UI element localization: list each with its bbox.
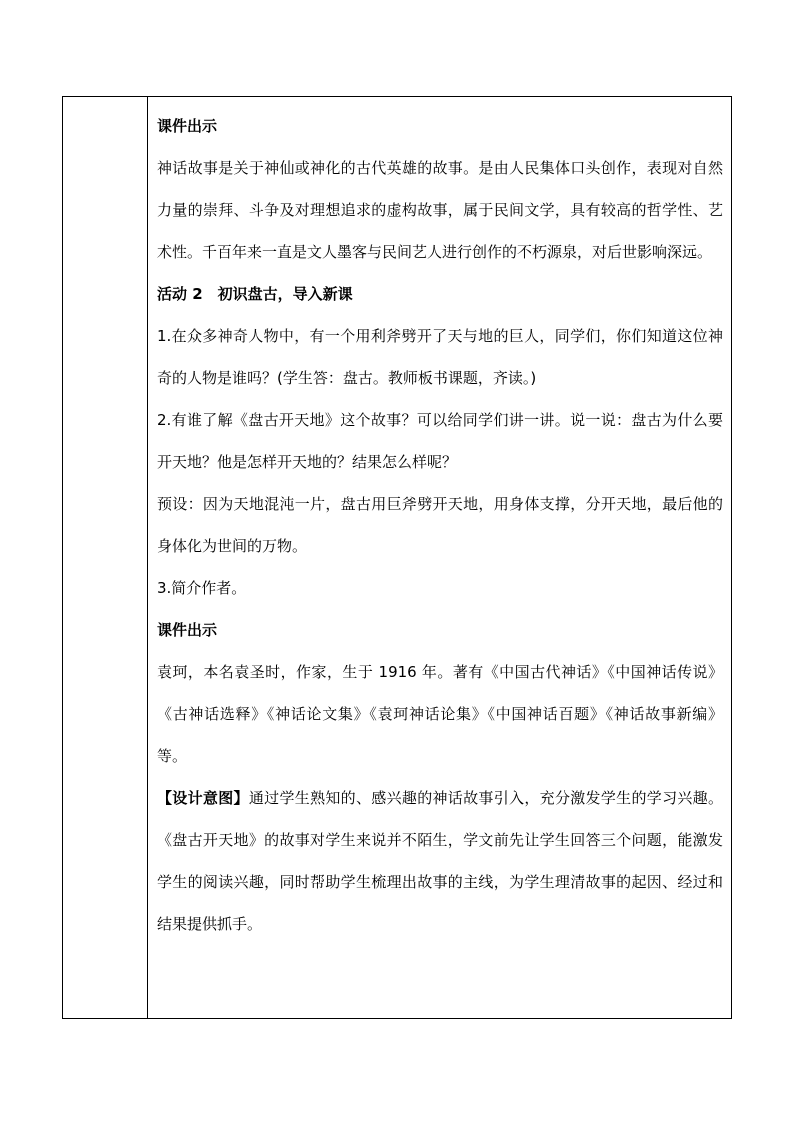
list-item-2: 2.有谁了解《盘古开天地》这个故事？可以给同学们讲一讲。说一说：盘古为什么要开天地？他是怎样开天地的？结果怎么样呢？ (157, 411, 723, 471)
paragraph-preset: 预设：因为天地混沌一片，盘古用巨斧劈开天地，用身体支撑，分开天地，最后他的身体化为世间的万物。 (157, 495, 723, 555)
heading-courseware-2: 课件出示 (157, 621, 218, 639)
list-item-1: 1.在众多神奇人物中，有一个用利斧劈开了天与地的巨人，同学们，你们知道这位神奇的人物是谁吗？(学生答：盘古。教师板书课题，齐读。) (157, 327, 723, 387)
content-cell (148, 97, 731, 1018)
heading-courseware-1: 课件出示 (157, 117, 218, 135)
design-intent-text: 通过学生熟知的、感兴趣的神话故事引入，充分激发学生的学习兴趣。《盘古开天地》的故事对学生来说并不陌生，学文前先让学生回答三个问题，能激发学生的阅读兴趣，同时帮助学生梳理出故事的主线，为学生理清故事的起因、经过和结果提供抓手。 (157, 789, 723, 933)
left-column-cell (63, 97, 148, 1018)
paragraph-myth-definition: 神话故事是关于神仙或神化的古代英雄的故事。是由人民集体口头创作，表现对自然力量的崇拜、斗争及对理想追求的虚构故事，属于民间文学，具有较高的哲学性、艺术性。千百年来一直是文人墨客与民间艺人进行创作的不朽源泉，对后世影响深远。 (157, 159, 723, 261)
paragraph-design-intent (157, 777, 723, 945)
paragraph-author: 袁珂，本名袁圣时，作家，生于 1916 年。著有《中国古代神话》《中国神话传说》《古神话选释》《神话论文集》《袁珂神话论集》《中国神话百题》《神话故事新编》等。 (157, 663, 723, 765)
design-intent-label: 【设计意图】 (157, 789, 249, 807)
lesson-table (62, 96, 732, 1019)
heading-activity-2: 活动 2 初识盘古，导入新课 (157, 285, 353, 303)
list-item-3: 3.简介作者。 (157, 579, 247, 597)
